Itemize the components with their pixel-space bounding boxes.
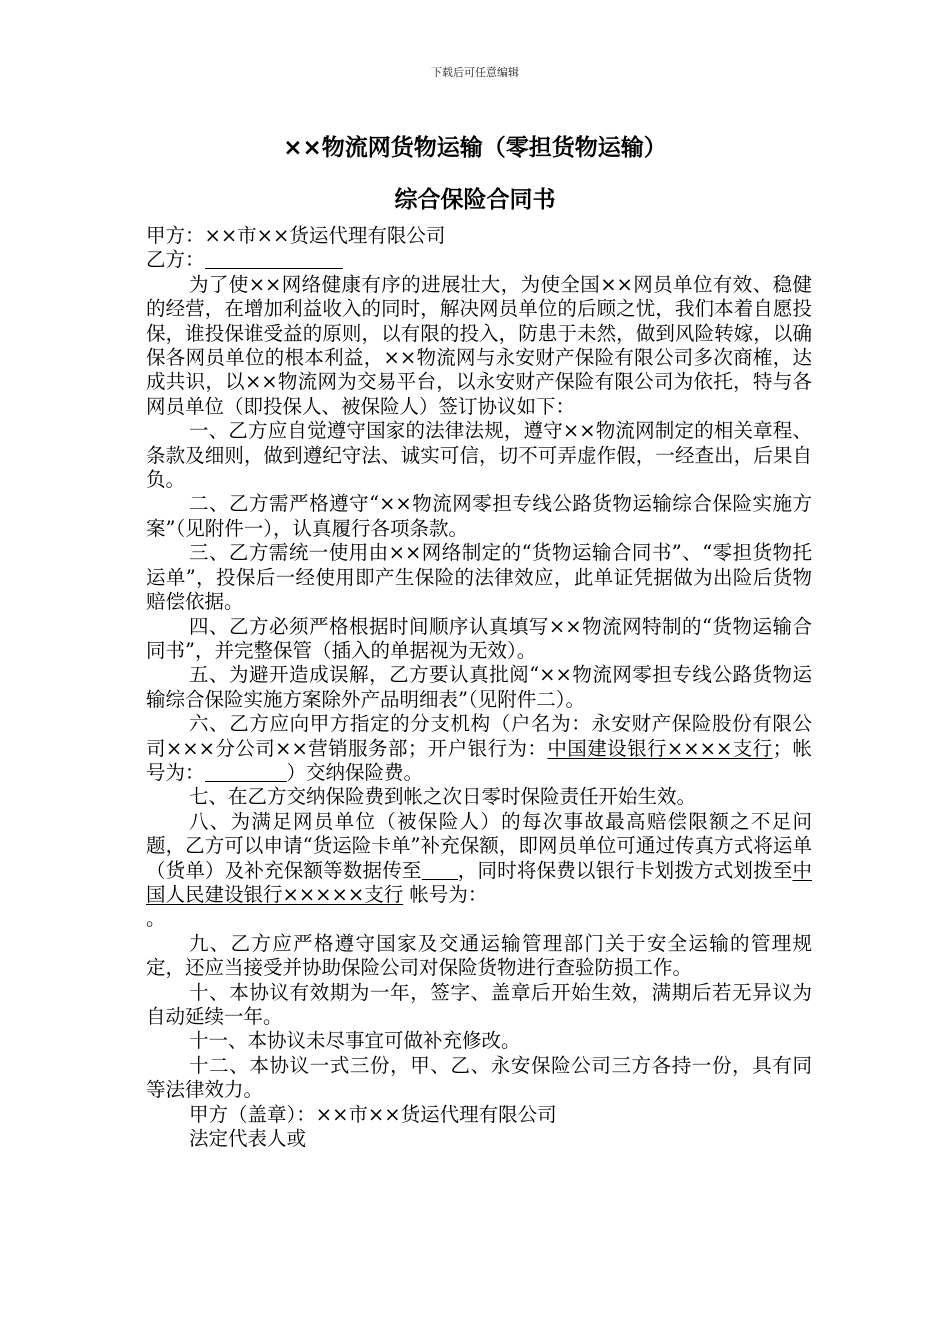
clause-8-text-d: 。: [146, 907, 166, 931]
signature-party-a: 甲方（盖章）：××市××货运代理有限公司: [189, 1102, 557, 1126]
clause-10: 十、本协议有效期为一年，签字、盖章后开始生效，满期后若无异议为自动延续一年。: [146, 980, 812, 1028]
clause-12: 十二、本协议一式三份，甲、乙、永安保险公司三方各持一份，具有同等法律效力。: [146, 1053, 812, 1102]
document-title-line1: ××物流网货物运输（零担货物运输）: [283, 135, 667, 161]
legal-representative: 法定代表人或: [189, 1127, 307, 1151]
contract-body: [146, 224, 812, 1151]
clause-5: 五、为避开造成误解，乙方要认真批阅“××物流网零担专线公路货物运输综合保险实施方案除外产品明细表”（见附件二）。: [146, 663, 812, 711]
clause-8: [146, 810, 812, 932]
clause-8-text-a: 八、为满足网员单位（被保险人）的每次事故最高赔偿限额之不足问题，乙方可以申请“货运险卡单”补充保额，即网员单位可通过传真方式将运单（货单）及补充保额等数据传至: [146, 809, 812, 882]
clause-11: 十一、本协议未尽事宜可做补充修改。: [189, 1029, 521, 1053]
clause-6-text-c: ）交纳保险费。: [286, 760, 424, 784]
clause-9: 九、乙方应严格遵守国家及交通运输管理部门关于安全运输的管理规定，还应当接受并协助保险公司对保险货物进行查验防损工作。: [146, 931, 812, 980]
clause-6-text-a: 六、乙方应向甲方指定的分支机构（户名为：永安财产保险股份有限公司×××分公司××营销服务部；开户银行为：: [146, 712, 812, 760]
clause-4: 四、乙方必须严格根据时间顺序认真填写××物流网特制的“货物运输合同书”，并完整保管（插入的单据视为无效）。: [146, 614, 812, 662]
document-title-line2: 综合保险合同书: [394, 187, 556, 213]
clause-7: 七、在乙方交纳保险费到帐之次日零时保险责任开始生效。: [189, 785, 697, 809]
party-b-label: 乙方：: [146, 248, 205, 272]
header-note: 下载后可任意编辑: [431, 66, 519, 79]
clause-6-text-b: ；帐号为：: [146, 736, 812, 784]
clause-6-bank: 中国建设银行××××支行: [547, 736, 773, 760]
clause-8-bank: 中国人民建设银行×××××支行: [146, 858, 812, 906]
clause-8-text-c: 帐号为：: [403, 882, 488, 906]
party-b-line: [146, 248, 812, 272]
fax-number-blank: [422, 860, 458, 880]
party-a-line: 甲方：××市××货运代理有限公司: [146, 224, 446, 247]
party-b-blank: [205, 249, 343, 269]
account-number-blank: [205, 762, 287, 782]
clause-2: 二、乙方需严格遵守“××物流网零担专线公路货物运输综合保险实施方案”（见附件一），认真履行各项条款。: [146, 492, 812, 540]
clause-1: 一、乙方应自觉遵守国家的法律法规，遵守××物流网制定的相关章程、条款及细则，做到遵纪守法、诚实可信，切不可弄虚作假，一经查出，后果自负。: [146, 419, 812, 492]
clause-6: [146, 712, 812, 785]
intro-paragraph: 为了使××网络健康有序的进展壮大，为使全国××网员单位有效、稳健的经营，在增加利益收入的同时，解决网员单位的后顾之忧，我们本着自愿投保，谁投保谁受益的原则，以有限的投入，防患于未然，做到风险转嫁，以确保各网员单位的根本利益，××物流网与永安财产保险有限公司多次商榷，达成共识，以××物流网为交易平台，以永安财产保险有限公司为依托，特与各网员单位（即投保人、被保险人）签订协议如下：: [146, 272, 812, 418]
clause-3: 三、乙方需统一使用由××网络制定的“货物运输合同书”、“零担货物托运单”，投保后一经使用即产生保险的法律效应，此单证凭据做为出险后货物赔偿依据。: [146, 541, 812, 614]
clause-8-text-b: ，同时将保费以银行卡划拨方式划拨至: [457, 858, 793, 882]
